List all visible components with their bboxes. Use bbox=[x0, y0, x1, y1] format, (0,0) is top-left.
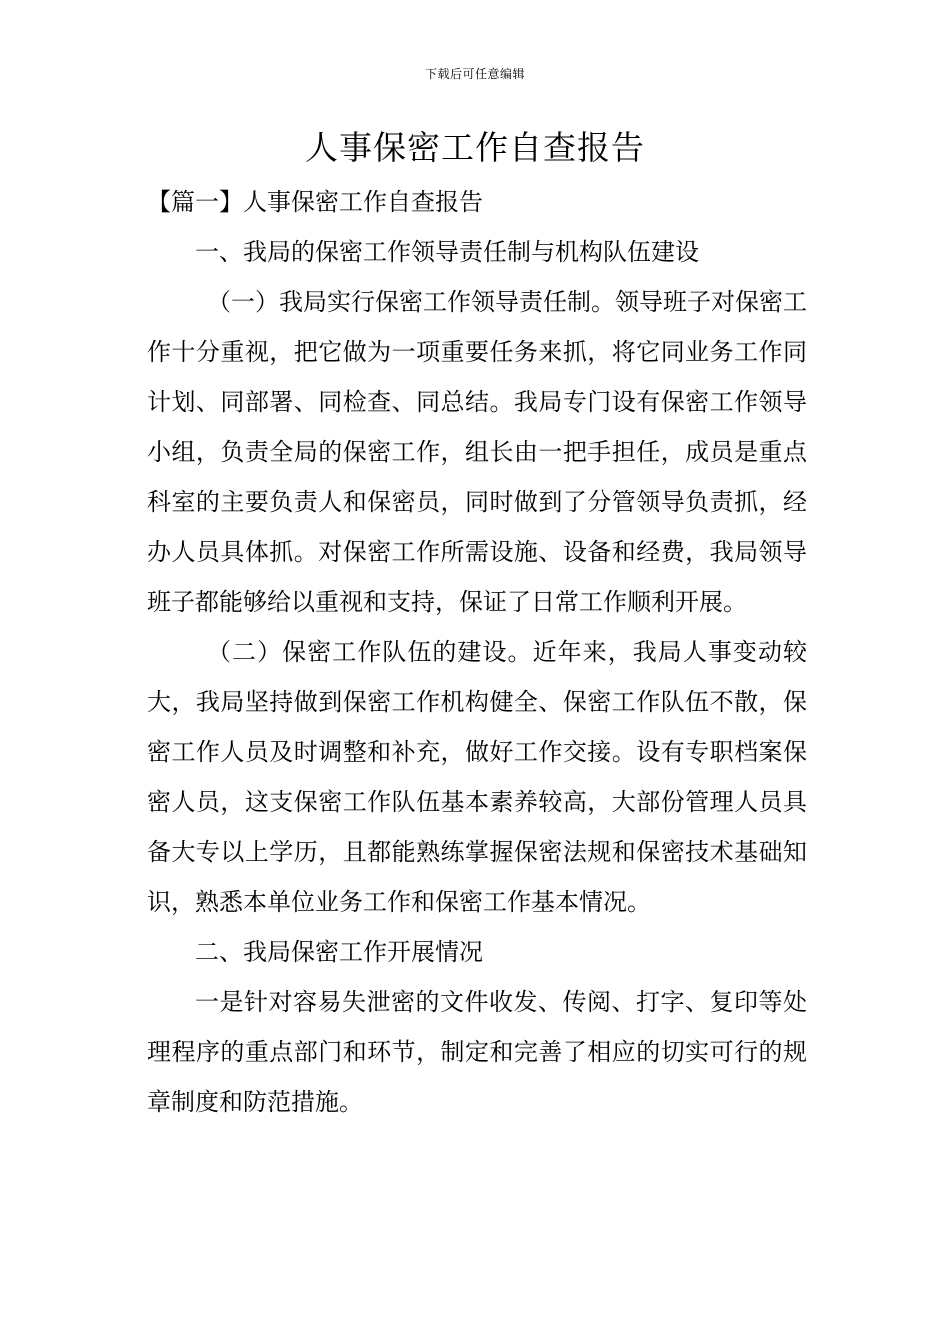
body-paragraph: 一是针对容易失泄密的文件收发、传阅、打字、复印等处理程序的重点部门和环节，制定和完善了相应的切实可行的规章制度和防范措施。 bbox=[147, 988, 807, 1116]
subsection-heading: 二、我局保密工作开展情况 bbox=[195, 938, 483, 966]
document-title: 人事保密工作自查报告 bbox=[305, 128, 645, 167]
body-paragraph: （二）保密工作队伍的建设。近年来，我局人事变动较大，我局坚持做到保密工作机构健全、保密工作队伍不散，保密工作人员及时调整和补充，做好工作交接。设有专职档案保密人员，这支保密工作队伍基本素养较高，大部份管理人员具备大专以上学历，且都能熟练掌握保密法规和保密技术基础知识，熟悉本单位业务工作和保密工作基本情况。 bbox=[147, 638, 807, 916]
body-paragraph: （一）我局实行保密工作领导责任制。领导班子对保密工作十分重视，把它做为一项重要任务来抓，将它同业务工作同计划、同部署、同检查、同总结。我局专门设有保密工作领导小组，负责全局的保密工作，组长由一把手担任，成员是重点科室的主要负责人和保密员，同时做到了分管领导负责抓，经办人员具体抓。对保密工作所需设施、设备和经费，我局领导班子都能够给以重视和支持，保证了日常工作顺利开展。 bbox=[147, 288, 807, 616]
section-heading: 【篇一】人事保密工作自查报告 bbox=[147, 188, 483, 216]
subsection-heading: 一、我局的保密工作领导责任制与机构队伍建设 bbox=[195, 238, 699, 266]
document-body bbox=[147, 177, 807, 1127]
header-note: 下载后可任意编辑 bbox=[424, 67, 525, 81]
